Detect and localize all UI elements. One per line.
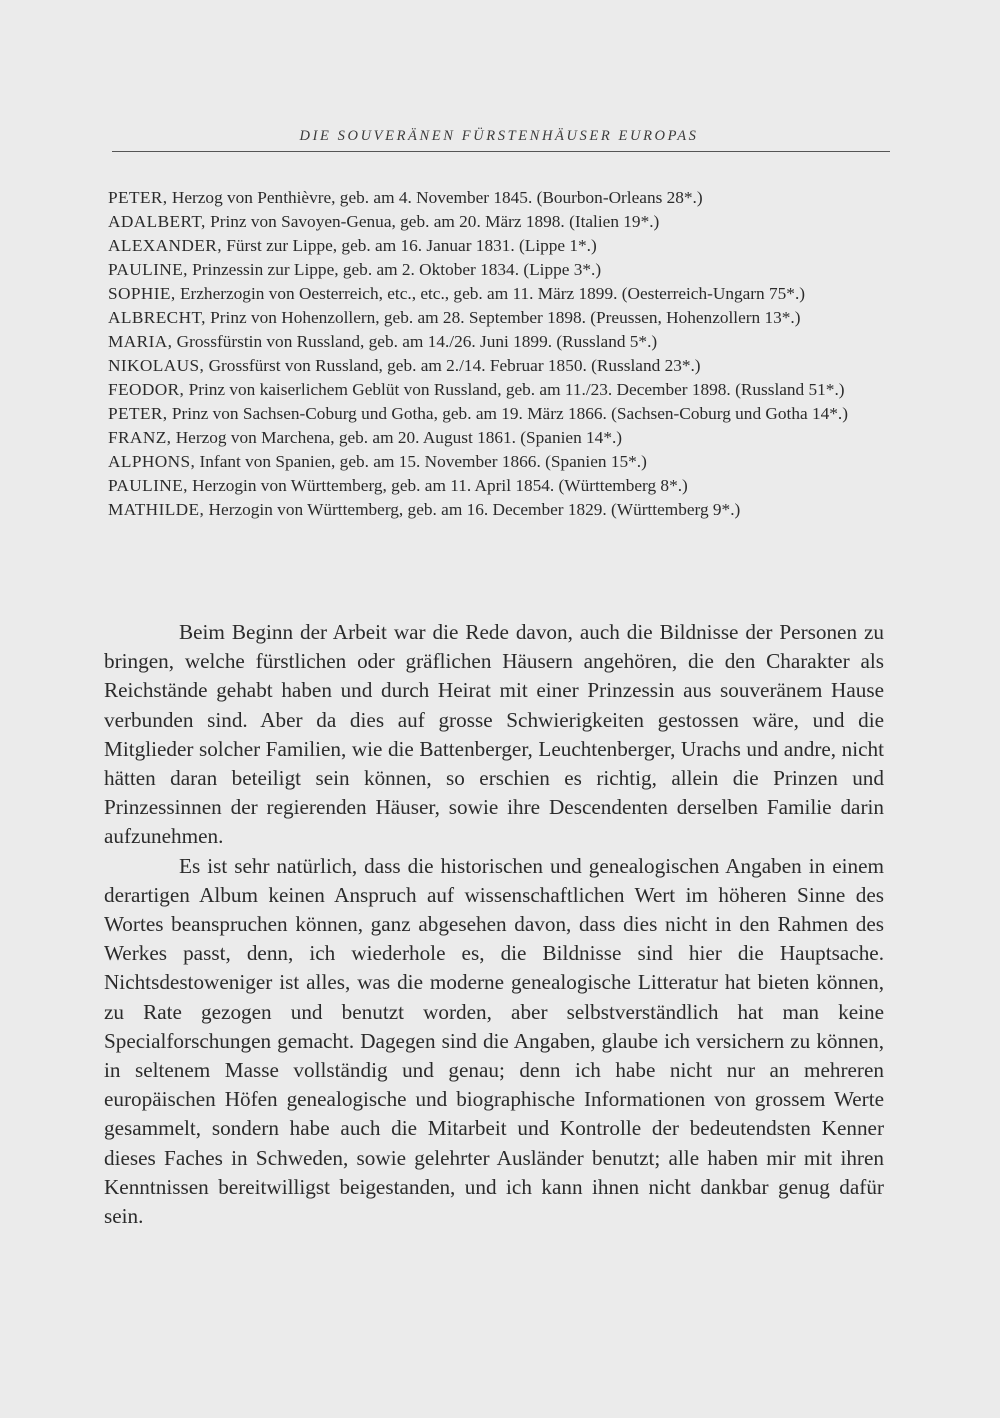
index-entry [108,354,898,377]
entry-details: Prinz von kaiserlichem Geblüt von Russland, geb. am 11./23. December 1898. (Russland 51*.) [184,380,845,399]
entry-name: SOPHIE, [108,284,176,303]
entry-details: Erzherzogin von Oesterreich, etc., etc., geb. am 11. März 1899. (Oesterreich-Ungarn 75*.) [175,284,806,303]
index-entry [108,378,898,401]
entry-name: ALBRECHT, [108,308,206,327]
entry-name: FRANZ, [108,428,172,447]
entry-name: ADALBERT, [108,212,206,231]
body-paragraph: Es ist sehr natürlich, dass die historischen und genealogischen Angaben in einem derartigen Album keinen Anspruch auf wissenschaftlichen Wert im höheren Sinne des Wortes beanspruchen können, ganz abgesehen davon, dass dies nicht in den Rahmen des Werkes passt, denn, ich wiederhole es, die Bildnisse sind hier die Hauptsache. Nichtsdestoweniger ist alles, was die moderne genealogische Litteratur hat bieten können, zu Rate gezogen und benutzt worden, aber selbstverständlich hat man keine Specialforschungen gemacht. Dagegen sind die Angaben, glaube ich versichern zu können, in seltenem Masse vollständig und genau; denn ich habe nicht nur an mehreren europäischen Höfen genealogische und biographische Informationen von grossem Werte gesammelt, sondern habe auch die Mitarbeit und Kontrolle der bedeutendsten Kenner dieses Faches in Schweden, sowie gelehrter Ausländer benutzt; alle haben mir mit ihren Kenntnissen bereitwilligst beigestanden, und ich kann ihnen nicht dankbar genug dafür sein. [104,853,884,1229]
entry-details: Herzog von Marchena, geb. am 20. August 1861. (Spanien 14*.) [171,428,623,447]
entry-details: Prinzessin zur Lippe, geb. am 2. Oktober 1834. (Lippe 3*.) [187,260,602,279]
entry-details: Prinz von Sachsen-Coburg und Gotha, geb. am 19. März 1866. (Sachsen-Coburg und Gotha 14*.) [167,404,848,423]
running-head: DIE SOUVERÄNEN FÜRSTENHÄUSER EUROPAS [299,128,699,144]
index-entry [108,426,898,449]
entry-details: Prinz von Savoyen-Genua, geb. am 20. März 1898. (Italien 19*.) [205,212,660,231]
entry-details: Fürst zur Lippe, geb. am 16. Januar 1831. (Lippe 1*.) [221,236,597,255]
index-entry [108,450,898,473]
portrait-index-list [108,186,898,522]
index-entry [108,402,898,425]
entry-name: MATHILDE, [108,500,205,519]
index-entry [108,306,898,329]
body-paragraph: Beim Beginn der Arbeit war die Rede davon, auch die Bildnisse der Personen zu bringen, welche fürstlichen oder gräflichen Häusern angehören, die den Charakter als Reichstände gehabt haben und durch Heirat mit einer Prinzessin aus souveränem Hause verbunden sind. Aber da dies auf grosse Schwierigkeiten gestossen wäre, und die Mitglieder solcher Familien, wie die Battenberger, Leuchtenberger, Urachs und andre, nicht hätten daran beteiligt sein können, so erschien es richtig, allein die Prinzen und Prinzessinnen der regierenden Häuser, sowie ihre Descendenten derselben Familie darin aufzunehmen. [104,620,884,849]
entry-details: Herzogin von Württemberg, geb. am 16. December 1829. (Württemberg 9*.) [204,500,741,519]
entry-name: PAULINE, [108,476,188,495]
entry-name: PAULINE, [108,260,188,279]
entry-name: FEODOR, [108,380,185,399]
entry-name: MARIA, [108,332,173,351]
index-entry [108,330,898,353]
entry-details: Prinz von Hohenzollern, geb. am 28. September 1898. (Preussen, Hohenzollern 13*.) [205,308,801,327]
body-text [104,618,884,1231]
entry-details: Grossfürst von Russland, geb. am 2./14. Februar 1850. (Russland 23*.) [204,356,701,375]
index-entry [108,474,898,497]
entry-name: PETER, [108,188,168,207]
entry-details: Herzog von Penthièvre, geb. am 4. November 1845. (Bourbon-Orleans 28*.) [167,188,703,207]
index-entry [108,186,898,209]
entry-details: Infant von Spanien, geb. am 15. November 1866. (Spanien 15*.) [195,452,647,471]
index-entry [108,210,898,233]
index-entry [108,234,898,257]
entry-name: NIKOLAUS, [108,356,205,375]
entry-name: PETER, [108,404,168,423]
index-entry [108,498,898,521]
header-rule [112,151,890,152]
entry-details: Herzogin von Württemberg, geb. am 11. April 1854. (Württemberg 8*.) [187,476,688,495]
index-entry [108,282,898,305]
index-entry [108,258,898,281]
entry-details: Grossfürstin von Russland, geb. am 14./26. Juni 1899. (Russland 5*.) [172,332,658,351]
entry-name: ALEXANDER, [108,236,222,255]
entry-name: ALPHONS, [108,452,196,471]
